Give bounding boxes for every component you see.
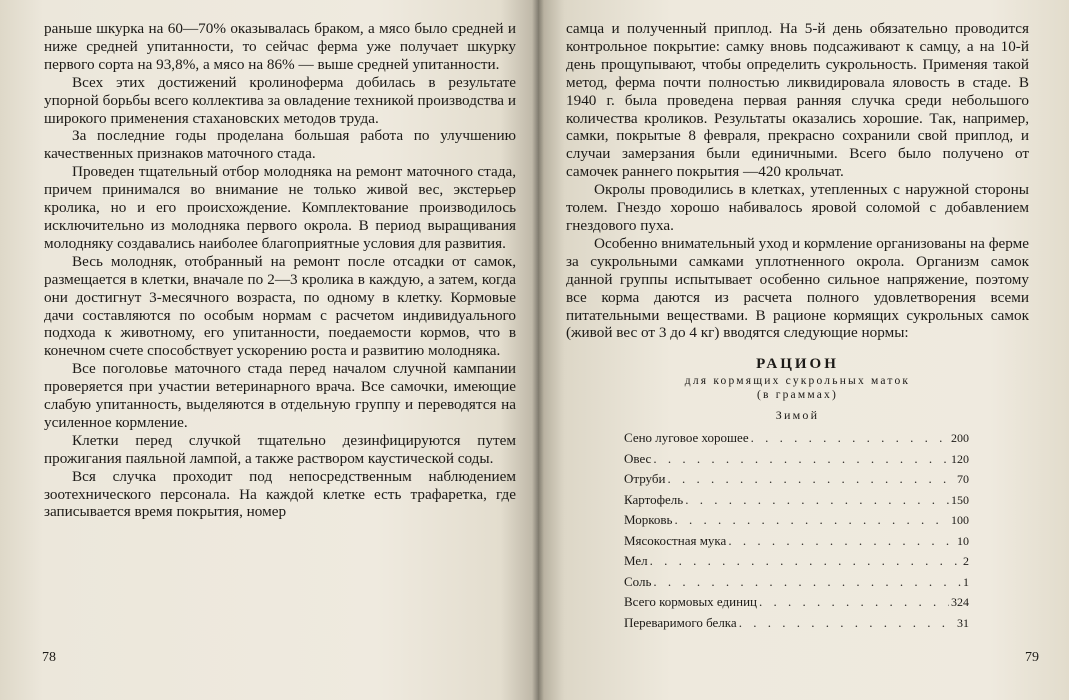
paragraph: Клетки перед случкой тщательно дезинфицируются путем прожигания паяльной лампой, а также раствором каустической соды. [44,431,516,467]
ration-title: РАЦИОН [756,356,839,373]
ration-item-value: 200 [951,431,969,446]
ration-row [624,551,969,572]
leader-dots [674,510,949,530]
paragraph: За последние годы проделана большая работа по улучшению качественных признаков маточного стада. [44,127,516,163]
ration-item-value: 70 [957,472,969,487]
ration-item-name: Овес [624,450,652,466]
leader-dots [653,572,961,592]
ration-item-name: Картофель [624,491,684,507]
ration-item-value: 10 [957,533,969,548]
ration-row [624,469,969,490]
paragraph: Проведен тщательный отбор молодняка на ремонт маточного стада, причем принимался во внимание не только живой вес, экстерьер кролика, но и его происхождение. Комплектование производилось исключительно из молодняка первого окрола. В период выращивания молодняку создавались наиболее благоприятные условия для развития. [44,163,516,252]
leader-dots [650,551,961,571]
ration-row [624,592,969,613]
ration-item-value: 120 [951,451,969,466]
paragraph: Особенно внимательный уход и кормление организованы на ферме за сукрольными самками уплотненного окрола. Организм самок данной группы испытывает особенно сильное напряжение, поэтому все корма даются из расчета полного удовлетворения всеми питательными веществами. В рационе кормящих сукрольных самок (живой вес от 3 до 4 кг) вводятся следующие нормы: [566,234,1029,342]
ration-row [624,531,969,552]
paragraph: раньше шкурка на 60—70% оказывалась браком, а мясо было средней и ниже средней упитанности, то сейчас ферма уже получает шкурку первого сорта на 93,8%, а мясо на 86% — выше средней упитанности. [44,20,516,73]
ration-item-value: 31 [957,615,969,630]
ration-item-value: 1 [963,574,969,589]
page-number: 78 [42,650,56,665]
ration-item-name: Отруби [624,471,666,487]
paragraph: Всех этих достижений кролиноферма добилась в результате упорной борьбы всего коллектива за овладение техникой производства и широкого применения стахановских методов труда. [44,73,516,127]
paragraph: самца и полученный приплод. На 5-й день обязательно проводится контрольное покрытие: самку вновь подсаживают к самцу, а на 10-й день прощупывают, чтобы определить сукрольность. Применяя такой метод, ферма почти полностью ликвидировала яловость в стаде. В 1940 г. была проведена первая ранняя случка среди небольшого количества кроликов. Результаты оказались хорошие. Так, например, самки, покрытые 8 февраля, прекрасно сохранили свой приплод, и случаи замерзания были единичными. Всего было получено от самочек раннего покрытия —420 крольчат. [566,20,1029,181]
paragraph: Все поголовье маточного стада перед началом случной кампании проверяется при участии ветеринарного врача. Все самочки, имеющие слабую упитанность, выделяются в отдельную группу и переводятся на усиленное кормление. [44,360,516,431]
ration-table [566,354,1029,633]
leader-dots [667,469,955,489]
ration-rows [566,428,969,633]
paragraph: Весь молодняк, отобранный на ремонт после отсадки от самок, размещается в клетки, вначале по 2—3 кролика в каждую, а затем, когда они достигнут 3-месячного возраста, по одному в клетку. Кормовые дачи составляются по особым нормам с расчетом индивидуального подхода к животному, его упитанности, поедаемости кормов, что в конечном счете способствует ускорению роста и развитию молодняка. [44,252,516,360]
leader-dots [728,531,955,551]
ration-subtitle: для кормящих сукрольных маток [684,375,911,388]
leader-dots [685,490,949,510]
ration-row [624,428,969,449]
ration-item-name: Переваримого белка [624,614,737,630]
ration-item-value: 324 [951,595,969,610]
ration-item-name: Сено луговое хорошее [624,430,749,446]
ration-item-value: 150 [951,492,969,507]
leader-dots [739,613,955,633]
right-page [538,0,1069,700]
ration-item-name: Мел [624,553,648,569]
ration-item-value: 100 [951,513,969,528]
paragraph: Вся случка проходит под непосредственным наблюдением зоотехнического персонала. На каждой клетке есть трафаретка, где записывается время покрытия, номер [44,467,516,521]
ration-season: Зимой [775,408,820,423]
leader-dots [653,449,949,469]
ration-item-name: Мясокостная мука [624,532,727,548]
leader-dots [759,592,949,612]
paragraph: Окролы проводились в клетках, утепленных с наружной стороны толем. Гнездо хорошо набивалось яровой соломой с добавлением гнездового пуха. [566,181,1029,234]
ration-item-name: Соль [624,573,652,589]
ration-row [624,510,969,531]
ration-row [624,572,969,593]
leader-dots [751,428,949,448]
ration-row [624,449,969,470]
ration-row [624,490,969,511]
ration-item-name: Всего кормовых единиц [624,594,757,610]
ration-item-value: 2 [963,554,969,569]
ration-unit: (в граммах) [756,389,839,402]
ration-row [624,613,969,634]
page-number: 79 [1025,650,1039,665]
ration-item-name: Морковь [624,512,673,528]
